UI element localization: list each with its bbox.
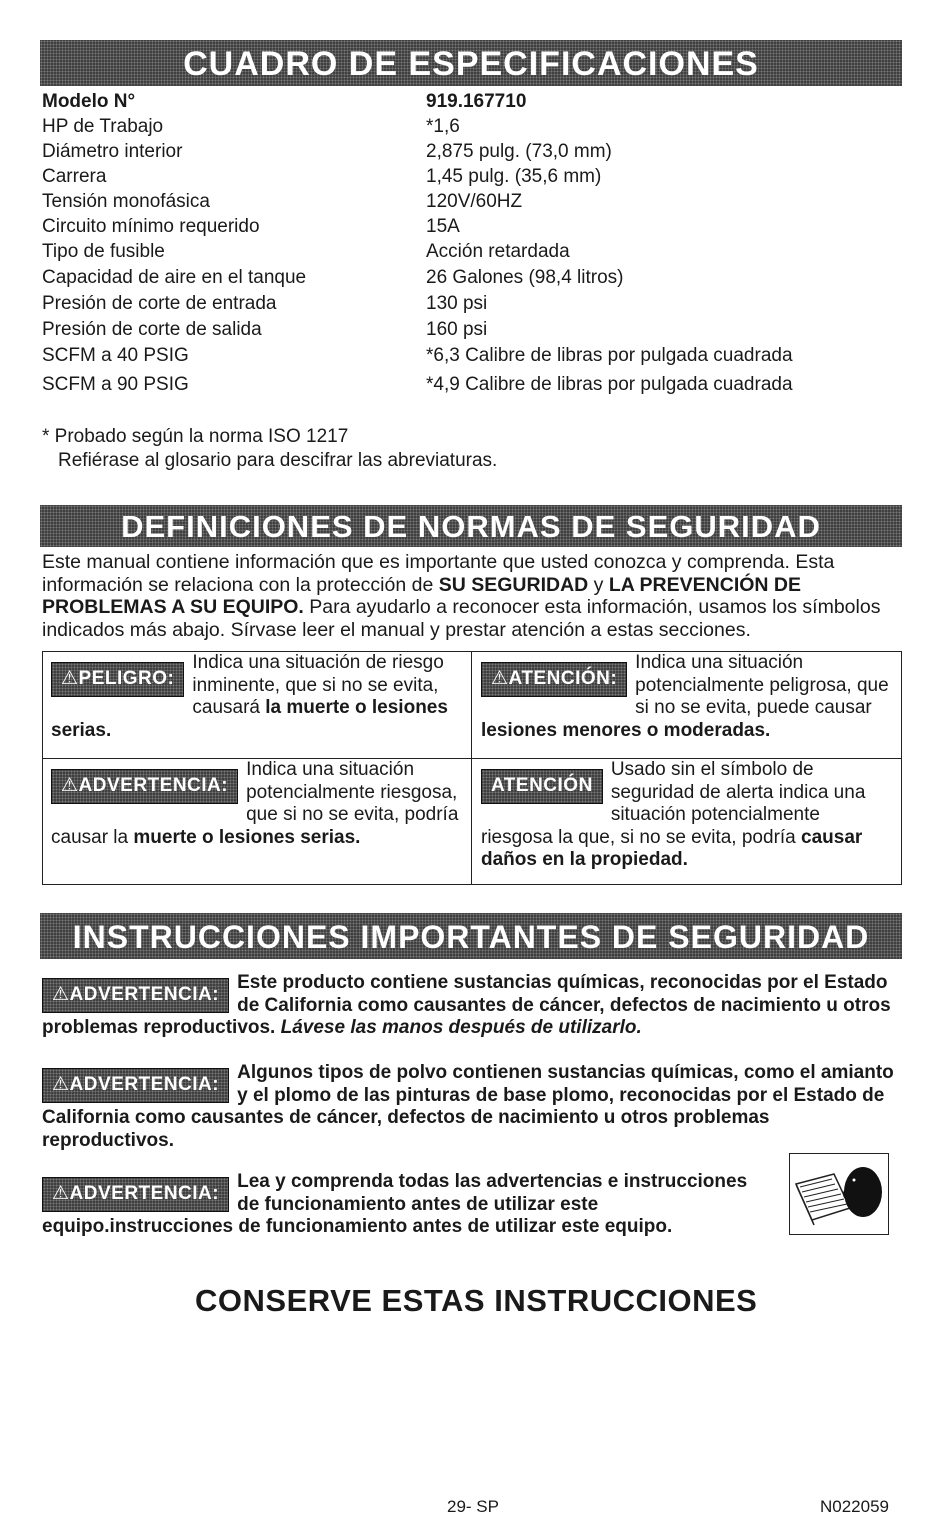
- spec-section-title: CUADRO DE ESPECIFICACIONES: [40, 40, 902, 86]
- spec-label: Circuito mínimo requerido: [42, 216, 260, 237]
- caution-badge: ⚠ATENCIÓN:: [481, 662, 627, 697]
- read-manual-icon: [789, 1153, 889, 1235]
- definitions-section-title: DEFINICIONES DE NORMAS DE SEGURIDAD: [40, 505, 902, 547]
- warning-badge: ⚠ADVERTENCIA:: [42, 1068, 229, 1103]
- warning-badge: ⚠ADVERTENCIA:: [42, 978, 229, 1013]
- spec-label: Tipo de fusible: [42, 241, 165, 262]
- danger-badge: ⚠PELIGRO:: [51, 662, 184, 697]
- spec-label: Carrera: [42, 166, 107, 187]
- spec-value: 130 psi: [426, 293, 488, 314]
- spec-label: Capacidad de aire en el tanque: [42, 267, 307, 288]
- warning-definition: ⚠ADVERTENCIA: Indica una situación potencialmente riesgosa, que si no se evita, podría causar la muerte o lesiones serias.: [51, 759, 459, 848]
- spec-value: 15A: [426, 216, 460, 237]
- spec-label: Presión de corte de entrada: [42, 293, 277, 314]
- conserve-instructions-heading: CONSERVE ESTAS INSTRUCCIONES: [195, 1283, 758, 1318]
- spec-value: 160 psi: [426, 319, 488, 340]
- document-code: N022059: [820, 1497, 890, 1516]
- page-number: 29- SP: [447, 1497, 499, 1516]
- spec-label: Diámetro interior: [42, 141, 183, 162]
- notice-definition: ATENCIÓN Usado sin el símbolo de seguridad de alerta indica una situación potencialmente riesgosa la que, si no se evita, podría causar daños en la propiedad.: [481, 759, 866, 870]
- danger-definition: ⚠PELIGRO: Indica una situación de riesgo inminente, que si no se evita, causará la muerte o lesiones serias.: [51, 652, 448, 741]
- spec-value: 120V/60HZ: [426, 191, 523, 212]
- spec-value: *1,6: [426, 116, 460, 137]
- warning-chemicals: ⚠ADVERTENCIA: Este producto contiene sustancias químicas, reconocidas por el Estado de California como causantes de cáncer, defectos de nacimiento u otros problemas reproductivos. Lávese las manos después de utilizarlo.: [42, 972, 891, 1038]
- spec-label: Presión de corte de salida: [42, 319, 262, 340]
- spec-footnote: * Probado según la norma ISO 1217: [42, 426, 349, 447]
- instructions-section-title: INSTRUCCIONES IMPORTANTES DE SEGURIDAD: [40, 913, 902, 959]
- spec-value: Acción retardada: [426, 241, 570, 262]
- spec-label: SCFM a 90 PSIG: [42, 374, 189, 395]
- spec-footnote-abbreviations: Refiérase al glosario para descifrar las abreviaturas.: [58, 450, 498, 471]
- definitions-intro: Este manual contiene información que es importante que usted conozca y comprenda. Esta información se relaciona con la protección de SU SEGURIDAD y LA PREVENCIÓN DE PROBLEMAS A SU EQUIPO. Para ayudarlo a reconocer esta información, usamos los símbolos indicados más abajo. Sírvase leer el manual y prestar atención a estas secciones.: [42, 551, 881, 641]
- warning-read-manual: ⚠ADVERTENCIA: Lea y comprenda todas las advertencias e instrucciones de funcionamiento antes de utilizar este equipo.instrucciones de funcionamiento antes de utilizar este equipo.: [42, 1171, 748, 1237]
- spec-value: 2,875 pulg. (73,0 mm): [426, 141, 612, 162]
- notice-badge: ATENCIÓN: [481, 769, 603, 804]
- spec-label: Modelo N°: [42, 91, 136, 112]
- warning-badge: ⚠ADVERTENCIA:: [51, 769, 238, 804]
- spec-label: SCFM a 40 PSIG: [42, 345, 189, 366]
- warning-dust: ⚠ADVERTENCIA: Algunos tipos de polvo contienen sustancias químicas, como el amianto y el plomo de las pinturas de base plomo, reconocidas por el Estado de California como causantes de cáncer, defectos de nacimiento u otros problemas reproductivos.: [42, 1062, 894, 1151]
- spec-value: 26 Galones (98,4 litros): [426, 267, 624, 288]
- warning-badge: ⚠ADVERTENCIA:: [42, 1177, 229, 1212]
- spec-label: HP de Trabajo: [42, 116, 164, 137]
- spec-value: 919.167710: [426, 91, 527, 112]
- spec-value: *4,9 Calibre de libras por pulgada cuadrada: [426, 374, 793, 395]
- caution-definition: ⚠ATENCIÓN: Indica una situación potencialmente peligrosa, que si no se evita, puede causar lesiones menores o moderadas.: [481, 652, 889, 741]
- signal-word-table: [42, 651, 902, 885]
- spec-label: Tensión monofásica: [42, 191, 210, 212]
- spec-value: *6,3 Calibre de libras por pulgada cuadrada: [426, 345, 793, 366]
- spec-value: 1,45 pulg. (35,6 mm): [426, 166, 602, 187]
